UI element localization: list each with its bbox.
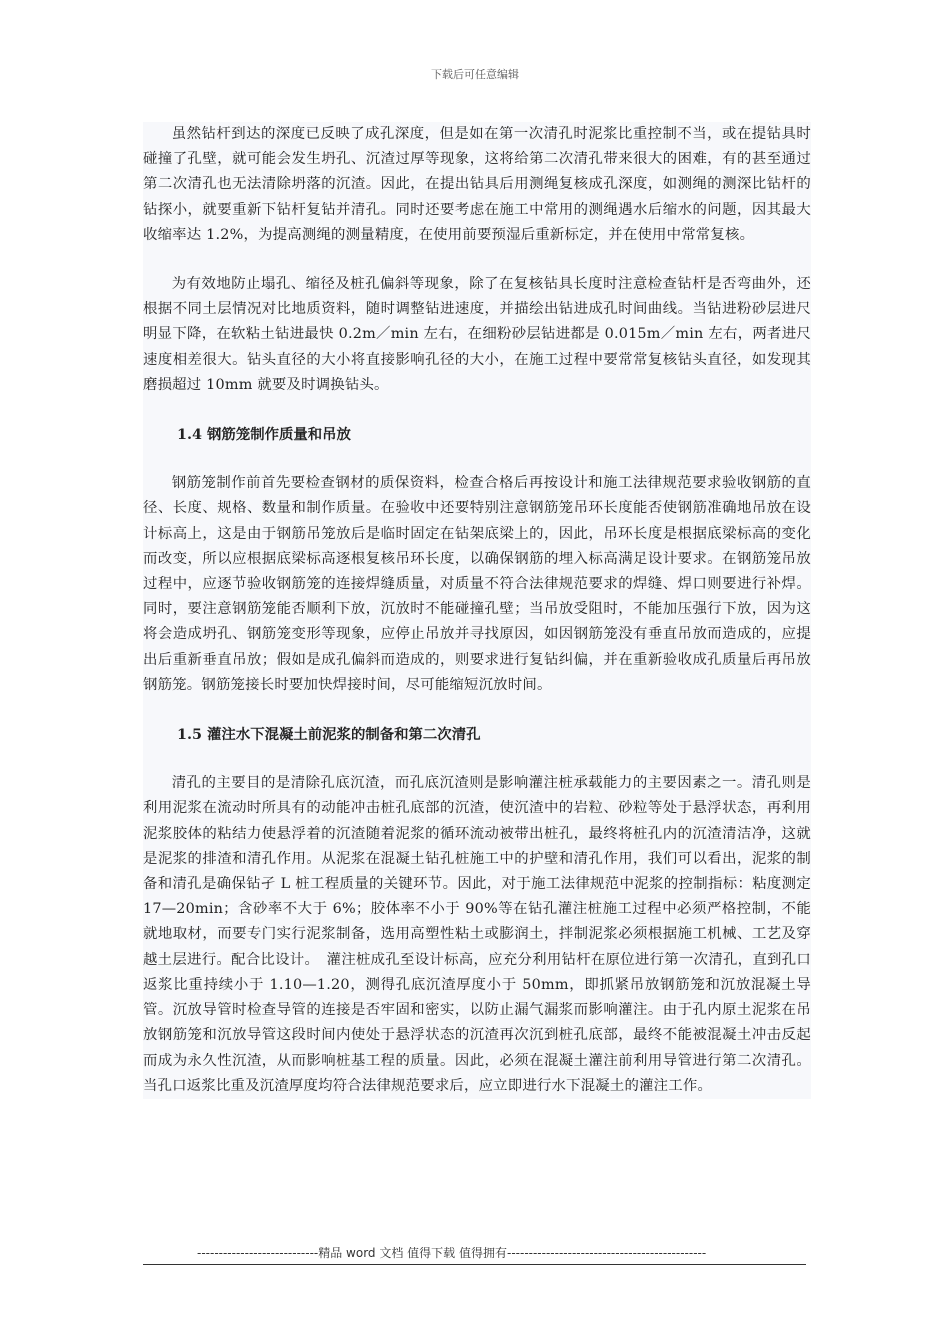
paragraph-3: 钢筋笼制作前首先要检查钢材的质保资料，检查合格后再按设计和施工法律规范要求验收钢筋的直径、长度、规格、数量和制作质量。在验收中还要特别注意钢筋笼吊环长度能否使钢筋准确地吊放在设计标高上，这是由于钢筋吊笼放后是临时固定在钻架底梁上的，因此，吊环长度是根据底梁标高的变化而改变，所以应根据底梁标高逐根复核吊环长度，以确保钢筋的埋入标高满足设计要求。在钢筋笼吊放过程中，应逐节验收钢筋笼的连接焊缝质量，对质量不符合法律规范要求的焊缝、焊口则要进行补焊。同时，要注意钢筋笼能否顺利下放，沉放时不能碰撞孔壁；当吊放受阻时，不能加压强行下放，因为这将会造成坍孔、钢筋笼变形等现象，应停止吊放并寻找原因，如因钢筋笼没有垂直吊放而造成的，应提出后重新垂直吊放；假如是成孔偏斜而造成的，则要求进行复钻纠偏，并在重新验收成孔质量后再吊放钢筋笼。钢筋笼接长时要加快焊接时间，尽可能缩短沉放时间。 [143,475,811,693]
document-body [143,122,811,1099]
paragraph-1: 虽然钻杆到达的深度已反映了成孔深度，但是如在第一次清孔时泥浆比重控制不当，或在提钻具时碰撞了孔壁，就可能会发生坍孔、沉渣过厚等现象，这将给第二次清孔带来很大的困难，有的甚至通过第二次清孔也无法清除坍落的沉渣。因此，在提出钻具后用测绳复核成孔深度，如测绳的测深比钻杆的钻探小，就要重新下钻杆复钻并清孔。同时还要考虑在施工中常用的测绳遇水后缩水的问题，因其最大收缩率达 1.2%，为提高测绳的测量精度，在使用前要预湿后重新标定，并在使用中常常复核。 [143,126,811,243]
paragraph-4: 清孔的主要目的是清除孔底沉渣，而孔底沉渣则是影响灌注桩承载能力的主要因素之一。清孔则是利用泥浆在流动时所具有的动能冲击桩孔底部的沉渣，使沉渣中的岩粒、砂粒等处于悬浮状态，再利用泥浆胶体的粘结力使悬浮着的沉渣随着泥浆的循环流动被带出桩孔，最终将桩孔内的沉渣清洁净，这就是泥浆的排渣和清孔作用。从泥浆在混凝土钻孔桩施工中的护壁和清孔作用，我们可以看出，泥浆的制备和清孔是确保钻孑 L 桩工程质量的关键环节。因此，对于施工法律规范中泥浆的控制指标：粘度测定 17—20min；含砂率不大于 6%；胶体率不小于 90%等在钻孔灌注桩施工过程中必须严格控制，不能就地取材，而要专门实行泥浆制备，选用高塑性粘土或膨润土，拌制泥浆必须根据施工机械、工艺及穿越土层进行。配合比设计。 灌注桩成孔至设计标高，应充分利用钻杆在原位进行第一次清孔，直到孔口返浆比重持续小于 1.10—1.20，测得孔底沉渣厚度小于 50mm，即抓紧吊放钢筋笼和沉放混凝土导管。沉放导管时检查导管的连接是否牢固和密实，以防止漏气漏浆而影响灌注。由于孔内原土泥浆在吊放钢筋笼和沉放导管这段时间内使处于悬浮状态的沉渣再次沉到桩孔底部，最终不能被混凝土冲击反起而成为永久性沉渣，从而影响桩基工程的质量。因此，必须在混凝土灌注前利用导管进行第二次清孔。当孔口返浆比重及沉渣厚度均符合法律规范要求后，应立即进行水下混凝土的灌注工作。 [143,775,811,1094]
page-header: 下载后可任意编辑 [431,68,519,81]
section-heading-1-5: 1.5 灌注水下混凝土前泥浆的制备和第二次清孔 [177,726,481,744]
section-heading-1-4: 1.4 钢筋笼制作质量和吊放 [177,426,351,444]
page-footer: ----------------------------精品 word 文档 值得下载 值得拥有---------------------------------------------- [197,1246,707,1260]
footer-divider [143,1264,806,1265]
paragraph-2: 为有效地防止塌孔、缩径及桩孔偏斜等现象，除了在复核钻具长度时注意检查钻杆是否弯曲外，还根据不同土层情况对比地质资料，随时调整钻进速度，并描绘出钻进成孔时间曲线。当钻进粉砂层进尺明显下降，在软粘土钻进最快 0.2m／min 左右，在细粉砂层钻进都是 0.015m／min 左右，两者进尺速度相差很大。钻头直径的大小将直接影响孔径的大小，在施工过程中要常常复核钻头直径，如发现其磨损超过 10mm 就要及时调换钻头。 [143,276,811,393]
